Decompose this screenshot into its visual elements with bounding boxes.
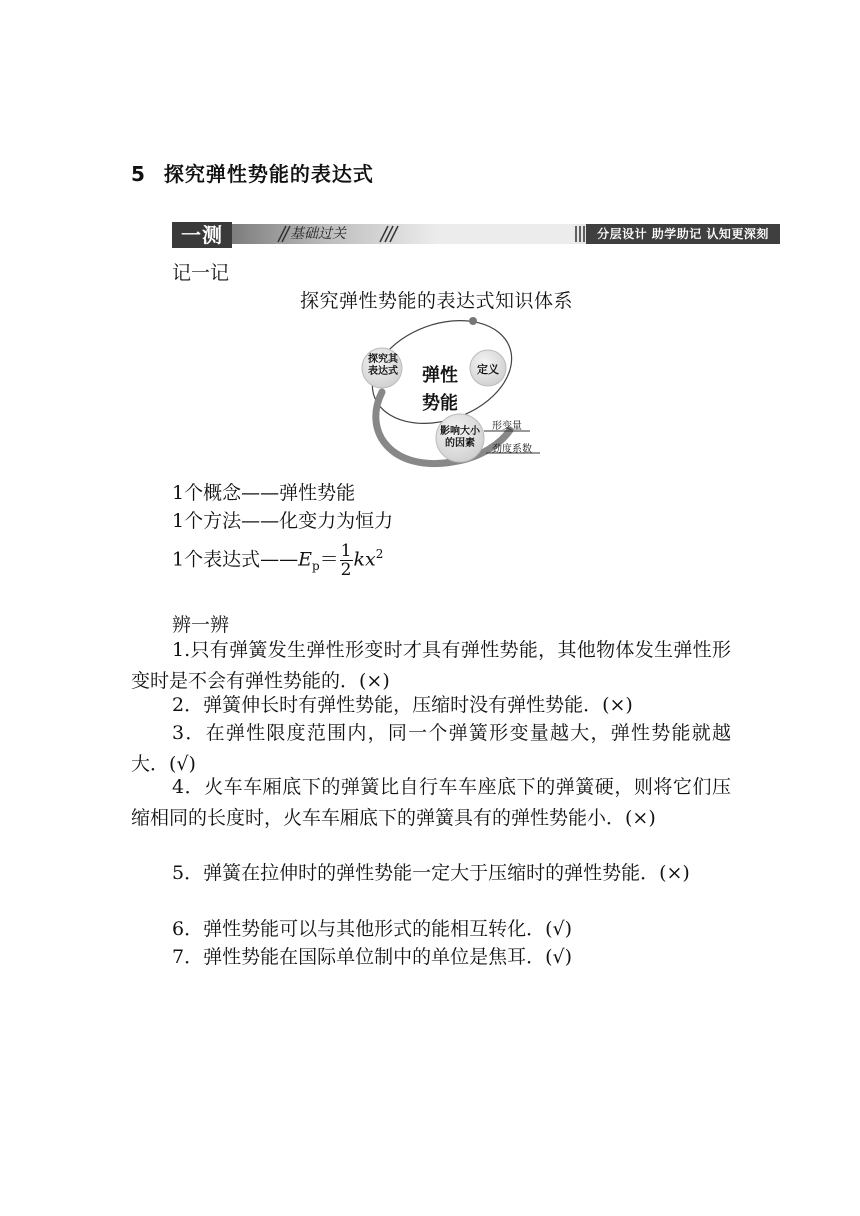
node-definition: 定义 bbox=[477, 363, 499, 376]
point-concept: 1个概念——弹性势能 bbox=[172, 482, 356, 504]
statement-3: 3．在弹性限度范围内，同一个弹簧形变量越大，弹性势能就越大．(√) bbox=[131, 722, 731, 775]
statement-4: 4．火车车厢底下的弹簧比自行车车座底下的弹簧硬，则将它们压缩相同的长度时，火车车厢底下的弹簧具有的弹性势能小．(×) bbox=[131, 776, 731, 829]
banner-right: 分层设计 助学助记 认知更深刻 bbox=[586, 224, 780, 244]
slash-icon bbox=[376, 224, 404, 244]
distinguish-heading: 辨一辨 bbox=[172, 614, 230, 636]
diagram-center: 弹性 势能 bbox=[422, 365, 458, 414]
banner-middle: 基础过关 bbox=[290, 226, 346, 242]
point-formula: 1个表达式$——E_p=$ $\frac{1}{2}$ $kx^2$ bbox=[172, 540, 384, 580]
statement-5: 5．弹簧在拉伸时的弹性势能一定大于压缩时的弹性势能．(×) bbox=[172, 862, 690, 884]
banner-tag: 一测 bbox=[172, 222, 232, 248]
bar-divider-icon bbox=[574, 224, 586, 244]
statement-1: 1.只有弹簧发生弹性形变时才具有弹性势能，其他物体发生弹性形变时是不会有弹性势能的．(×) bbox=[131, 639, 731, 692]
remember-heading: 记一记 bbox=[172, 262, 230, 284]
fraction: $\frac{1}{2}$ bbox=[340, 540, 352, 580]
node-factors: 影响大小 的因素 bbox=[440, 426, 480, 449]
branch-stiffness: 劲度系数 bbox=[492, 444, 532, 455]
section-title-text: 探究弹性势能的表达式 bbox=[163, 162, 374, 186]
section-banner bbox=[172, 222, 780, 250]
statement-6: 6．弹性势能可以与其他形式的能相互转化．(√) bbox=[172, 918, 573, 940]
statement-2: 2．弹簧伸长时有弹性势能，压缩时没有弹性势能．(×) bbox=[172, 694, 633, 716]
node-explore: 探究其 表达式 bbox=[368, 354, 398, 377]
diagram-title: 探究弹性势能的表达式知识体系 bbox=[300, 290, 574, 312]
branch-deformation: 形变量 bbox=[492, 421, 522, 432]
statement-7: 7．弹性势能在国际单位制中的单位是焦耳．(√) bbox=[172, 946, 573, 968]
section-number: 5 bbox=[131, 162, 146, 186]
diagram-labels bbox=[352, 312, 552, 472]
point-method: 1个方法——化变力为恒力 bbox=[172, 510, 394, 532]
section-title bbox=[131, 158, 374, 187]
